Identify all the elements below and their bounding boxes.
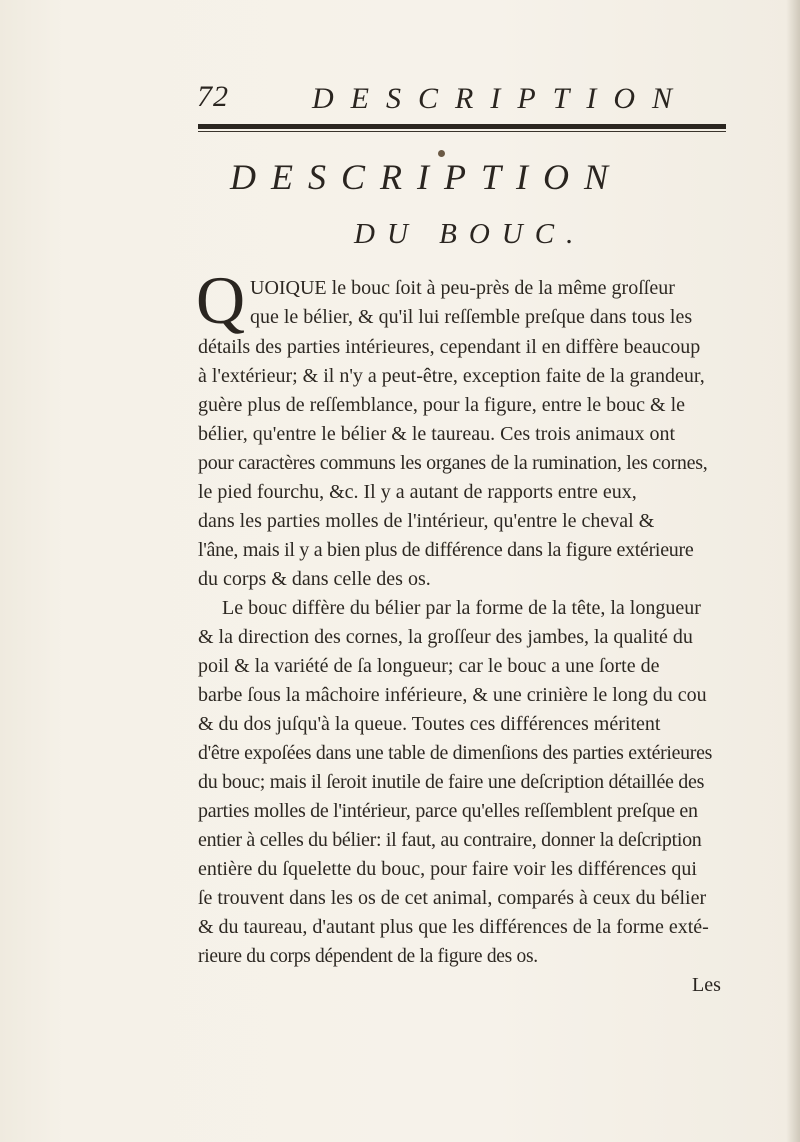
drop-capital: Q (196, 262, 246, 338)
text-line: barbe ſous la mâchoire inférieure, & une crinière le long du cou (198, 684, 707, 706)
text-line: le pied fourchu, &c. Il y a autant de rapports entre eux, (198, 481, 637, 503)
page-number: 72 (197, 80, 229, 113)
text-line: du corps & dans celle des os. (198, 568, 431, 590)
chapter-title: DESCRIPTION (230, 157, 623, 197)
text-line: Le bouc diffère du bélier par la forme de la tête, la longueur (222, 597, 701, 619)
catchword: Les (692, 974, 721, 996)
text-line: bélier, qu'entre le bélier & le taureau. Ces trois animaux ont (198, 423, 676, 445)
text-line: que le bélier, & qu'il lui reſſemble preſque dans tous les (250, 306, 693, 328)
text-line: à l'extérieur; & il n'y a peut-être, exception faite de la grandeur, (198, 365, 705, 387)
text-line: & du dos juſqu'à la queue. Toutes ces différences méritent (198, 713, 661, 735)
header-rule-thin (198, 131, 726, 132)
text-line: d'être expoſées dans une table de dimenſions des parties extérieures (198, 742, 713, 764)
text-line: pour caractères communs les organes de la rumination, les cornes, (198, 452, 708, 474)
chapter-subtitle: DU BOUC. (354, 218, 586, 250)
text-line: & du taureau, d'autant plus que les différences de la forme exté- (198, 916, 709, 938)
text-line: UOIQUE le bouc ſoit à peu-près de la même groſſeur (250, 277, 675, 299)
header-rule-thick (198, 124, 726, 129)
text-line: entière du ſquelette du bouc, pour faire voir les différences qui (198, 858, 697, 880)
text-line: rieure du corps dépendent de la figure des os. (198, 945, 538, 967)
running-head: DESCRIPTION (312, 82, 689, 115)
page-edge-shadow (786, 0, 800, 1142)
text-line: parties molles de l'intérieur, parce qu'elles reſſemblent preſque en (198, 800, 698, 822)
text-line: guère plus de reſſemblance, pour la figure, entre le bouc & le (198, 394, 686, 416)
text-line: poil & la variété de ſa longueur; car le bouc a une ſorte de (198, 655, 660, 677)
text-line: détails des parties intérieures, cependant il en diffère beaucoup (198, 336, 701, 358)
text-line: & la direction des cornes, la groſſeur des jambes, la qualité du (198, 626, 693, 648)
text-line: du bouc; mais il ſeroit inutile de faire une deſcription détaillée des (198, 771, 705, 793)
text-line: dans les parties molles de l'intérieur, qu'entre le cheval & (198, 510, 655, 532)
text-line: ſe trouvent dans les os de cet animal, comparés à ceux du bélier (198, 887, 707, 909)
text-line: l'âne, mais il y a bien plus de différence dans la figure extérieure (198, 539, 694, 561)
text-line: entier à celles du bélier: il faut, au contraire, donner la deſcription (198, 829, 702, 851)
